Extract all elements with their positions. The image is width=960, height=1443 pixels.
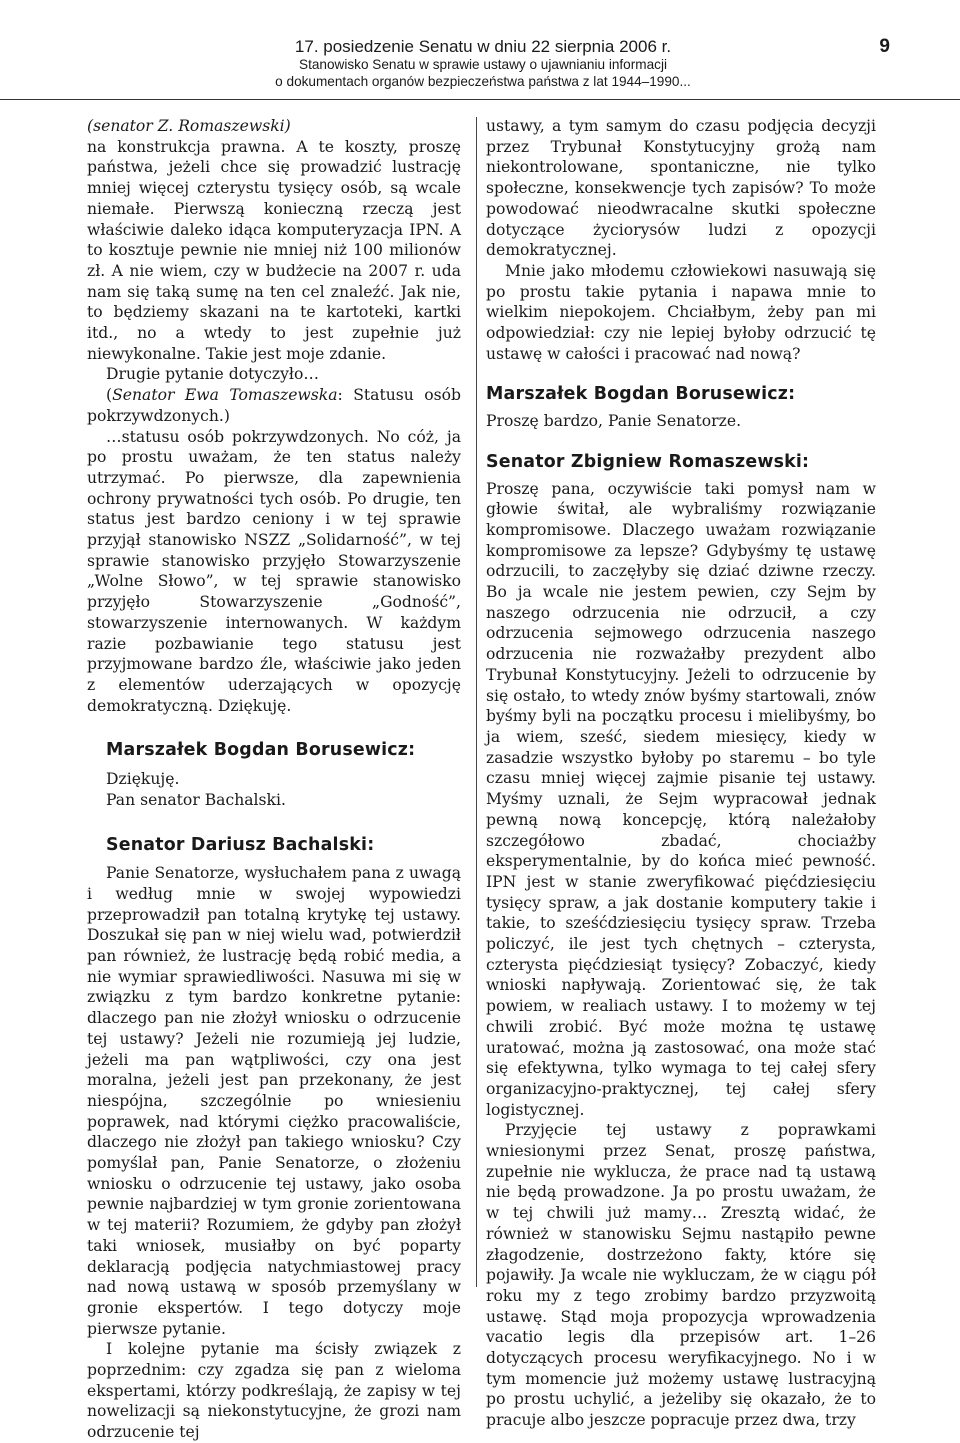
speaker-heading: Senator Zbigniew Romaszewski: [486, 451, 810, 472]
paragraph: Drugie pytanie dotyczyło… [106, 365, 319, 384]
paragraph: Mnie jako młodemu człowiekowi nasuwają się po prostu takie pytania i napawa mnie to wielkim niepokojem. Chciałbym, żeby pan mi odpowiedział: czy nie lepiej byłoby odrzucić tę ustawę w całości i pracować nad nową? [486, 261, 876, 363]
paragraph: Proszę pana, oczywiście taki pomysł nam w głowie świtał, ale wybraliśmy rozwiązanie kompromisowe. Dlaczego uważam rozwiązanie kompromisowe za lepsze? Gdybyśmy tę ustawę odrzucili, to zaczęłyby się dziać dziwne rzeczy. Bo ja wcale nie jestem pewien, czy Sejm by naszego odrzucenia nie odrzucił, a czy odrzucenia sejmowego odrzucenia naszego odrzucenia nie rozważałby prezydent albo Trybunał Konstytucyjny. Jeżeli to odrzucenie by się ostało, to wtedy znów byśmy startowali, znów byśmy byli na początku procesu i mielibyśmy, bo ja wiem, sześć, siedem miesięcy, kiedy w zasadzie wszystko byłoby po staremu – bo tyle czasu mniej więcej zajmie pisanie tej ustawy. Myśmy uznali, że Sejm wypracował jednak pewną nową koncepcję, którą należałoby szczegółowo zbadać, chociażby eksperymentalnie, by do końca mieć pewność. IPN jest w stanie zweryfikować pięćdziesięciu tysięcy spraw, a jak dostanie komputery takie i takie, to sześćdziesięciu tysięcy spraw. Trzeba policzyć, ile jest tych chętnych – czterysta, czterysta pięćdziesiąt tysięcy? Zobaczyć, kiedy wnioski napływają. Zorientować się, że tak powiem, w realiach ustawy. I to możemy w tej chwili zrobić. Być może można tę ustawę uratować, można ją zastosować, ona może stać się efektywna, tylko wymaga to tej całej sfery organizacyjno-praktycznej, tej całej sfery logistycznej. [486, 479, 876, 1119]
paragraph: Dziękuję. [106, 770, 180, 789]
paragraph: ustawy, a tym samym do czasu podjęcia decyzji przez Trybunał Konstytucyjny grożą nam niekontrolowane, spontaniczne, nie tylko społeczne, konsekwencje tych zapisów? To może powodować nieodwracalne skutki społeczne dotyczące życiorysów ludzi z opozycji demokratycznej. [486, 117, 876, 260]
paragraph: Proszę bardzo, Panie Senatorze. [486, 412, 742, 431]
speaker-heading: Senator Dariusz Bachalski: [106, 834, 375, 855]
speaker-attribution: (senator Z. Romaszewski) [87, 117, 291, 135]
interjection [87, 385, 461, 426]
interjection-text: : Statusu osób pokrzywdzonych.) [87, 386, 461, 425]
paragraph: I kolejne pytanie ma ścisły związek z poprzednim: czy zgadza się pan z wieloma ekspertami, którzy podkreślają, że zapisy w tej nowelizacji są niekonstytucyjne, że grozi nam odrzucenie tej [87, 1340, 461, 1442]
paragraph: Panie Senatorze, wysłuchałem pana z uwagą i według mnie w swojej wypowiedzi przeprowadził pan totalną krytykę tej ustawy. Doszukał się pan w niej wielu wad, potwierdził pan również, że lustrację będą robić media, a nie wymiar sprawiedliwości. Nasuwa mi się w związku z tym bardzo konkretne pytanie: dlaczego pan nie złożył wniosku o odrzucenie tej ustawy? Jeżeli nie rozumieją jej ludzie, jeżeli ma pan wątpliwości, czy ona jest moralna, jeżeli jest pan przekonany, że jest niespójna, szczególnie po wniesieniu poprawek, nad którymi ciężko pracowaliście, dlaczego nie złożył pan takiego wniosku? Czy pomyślał pan, Panie Senatorze, o złożeniu wniosku o odrzucenie tej ustawy, jako osoba pewnie najbardziej w tym gronie zorientowana w tej materii? Rozumiem, że gdyby pan złożył taki wniosek, musiałby on być poparty deklaracją podjęcia natychmiastowej pracy nad nową ustawą w sposób przemyślany w gronie ekspertów. I tego dotyczy moje pierwsze pytanie. [87, 864, 461, 1338]
right-column [486, 116, 876, 1431]
speaker-heading: Marszałek Bogdan Borusewicz: [106, 740, 416, 761]
paragraph: na konstrukcja prawna. A te koszty, proszę państwa, jeżeli chce się prowadzić lustrację mniej więcej czterystu tysięcy osób, są wcale niemałe. Pierwszą konieczną rzeczą jest właściwie daleko idąca komputeryzacja IPN. A to kosztuje pewnie nie mniej niż 100 milionów zł. A nie wiem, czy w budżecie na 2007 r. uda nam się taką sumę na ten cel znaleźć. Jak nie, to będziemy skazani na te kartoteki, kartki itd., no a wtedy to jest zupełnie już niewykonalne. Takie jest moje zdanie. [87, 137, 461, 363]
column-divider [476, 117, 477, 1287]
interjection-paren: ( [106, 386, 113, 405]
interjection-speaker: Senator Ewa Tomaszewska [112, 386, 338, 405]
speaker-heading: Marszałek Bogdan Borusewicz: [486, 384, 796, 405]
paragraph: …statusu osób pokrzywdzonych. No cóż, ja po prostu uważam, że ten status należy utrzymać. Po pierwsze, dla zapewnienia ochrony prywatności tych osób. Po drugie, ten status jest bardzo ceniony i w tej sprawie przyjął stanowisko NSZZ „Solidarność”, w tej sprawie stanowisko przyjęło Stowarzyszenie „Wolne Słowo”, w tej sprawie stanowisko przyjęło Stowarzyszenie „Godność”, stowarzyszenie internowanych. W każdym razie pozbawianie tego statusu jest przyjmowane bardzo źle, właściwie jako jeden z elementów uderzających w opozycję demokratyczną. Dziękuję. [87, 427, 461, 715]
document-subtitle-line-1: Stanowisko Senatu w sprawie ustawy o ujawnianiu informacji [299, 57, 667, 73]
session-title: 17. posiedzenie Senatu w dniu 22 sierpnia 2006 r. [294, 37, 672, 56]
header-rule [0, 99, 960, 100]
paragraph: Pan senator Bachalski. [106, 790, 286, 809]
left-column [87, 116, 461, 1443]
document-subtitle-line-2: o dokumentach organów bezpieczeństwa państwa z lat 1944–1990... [275, 74, 691, 90]
page-header [0, 36, 960, 91]
page-number: 9 [879, 36, 890, 57]
paragraph: Przyjęcie tej ustawy z poprawkami wniesionymi przez Senat, proszę państwa, zupełnie nie wyklucza, że prace nad tą ustawą nie będą prowadzone. Ja po prostu uważam, że w tej chwili już mamy… Zresztą widać, że również w stanowisku Sejmu nastąpiło pewne złagodzenie, dostrzeżono fakty, które się pojawiły. Ja wcale nie wykluczam, że w ciągu pół roku my z tego zrobimy bardzo przyzwoitą ustawę. Stąd moja propozycja wprowadzenia vacatio legis dla przepisów art. 1–26 dotyczących procesu weryfikacyjnego. No i w tym momencie już możemy ustawę lustracyjną po prostu uchylić, a jeżeliby się okazało, że to pracuje albo jeszcze popracuje przez dwa, trzy [486, 1121, 876, 1430]
